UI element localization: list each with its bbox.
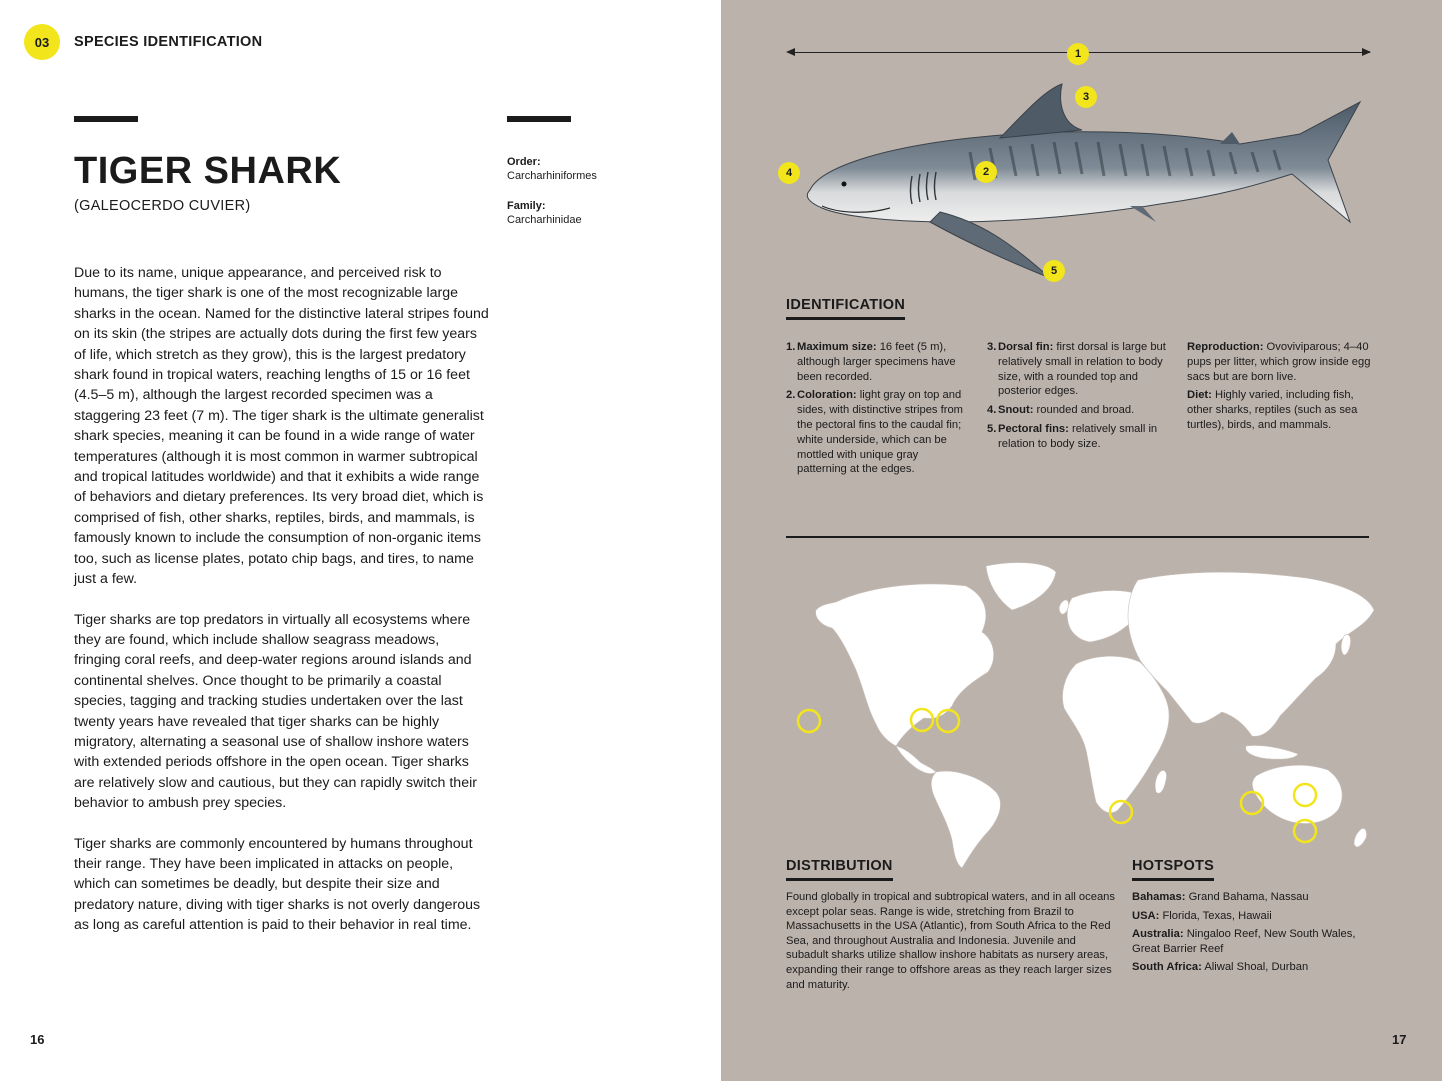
chapter-number-badge: 03 bbox=[24, 24, 60, 60]
diet-text bbox=[1187, 388, 1372, 432]
marker-1: 1 bbox=[1067, 43, 1089, 65]
family-label: Family: bbox=[507, 200, 546, 212]
marker-5: 5 bbox=[1043, 260, 1065, 282]
identification-item bbox=[786, 340, 966, 384]
hotspot-florida-bahamas bbox=[937, 710, 959, 732]
hotspots-list bbox=[1132, 890, 1357, 979]
body-paragraph-2: Tiger sharks are top predators in virtually all ecosystems where they are found, which include shallow seagrass meadows, fringing coral reefs, and deep-water regions around islands and continental shelves. Once thought to be primarily a coastal species, tagging and tracking studies undertaken over the last twenty years have revealed that tiger sharks can be highly migratory, alternating a seasonal use of shallow inshore waters with extended periods offshore in the open ocean. Tiger sharks are relatively slow and cautious, but they can rapidly switch their behavior to ambush prey species. bbox=[74, 611, 477, 812]
item-label: Coloration: bbox=[797, 389, 857, 402]
hotspot-value: Aliwal Shoal, Durban bbox=[1201, 961, 1309, 974]
hotspot-markers bbox=[798, 709, 1316, 842]
hotspot-ningaloo bbox=[1241, 792, 1263, 814]
hotspot-hawaii bbox=[798, 710, 820, 732]
item-text: relatively small in relation to body size. bbox=[998, 422, 1158, 450]
body-paragraph-1: Due to its name, unique appearance, and perceived risk to humans, the tiger shark is one of the most recognizable large sharks in the ocean. Named for the distinctive lateral stripes found on its skin (the stripes are actually dots during the first few years of life, which stretch as they grow), this is the largest predatory shark found in tropical waters, reaching lengths of 15 or 16 feet (4.5–5 m), although the largest recorded specimen was a staggering 23 feet (7 m). The tiger shark is the ultimate generalist shark species, meaning it can be found in a wide range of water temperatures (although it is most common in warmer subtropical and tropical latitudes worldwide) and that it exhibits a wide range of behaviors and dietary preferences. Its very broad diet, which is comprised of fish, other sharks, reptiles, birds, and mammals, is famously known to include the consumption of non-organic items too, such as license plates, potato chip bags, and tires, to name just a few. bbox=[74, 265, 489, 588]
identification-column-3 bbox=[1187, 340, 1372, 437]
order-value: Carcharhiniformes bbox=[507, 170, 597, 182]
hotspot-label: South Africa: bbox=[1132, 961, 1202, 974]
hotspot-row bbox=[1132, 909, 1357, 924]
diet-value: Highly varied, including fish, other sharks, reptiles (such as sea turtles), birds, and mammals. bbox=[1187, 389, 1358, 431]
marker-2: 2 bbox=[975, 161, 997, 183]
species-latin-name: (GALEOCERDO CUVIER) bbox=[74, 198, 251, 214]
arrow-right-icon bbox=[1362, 48, 1371, 56]
taxonomy-rule bbox=[507, 116, 571, 122]
item-label: Maximum size: bbox=[797, 341, 877, 353]
identification-item bbox=[987, 340, 1169, 399]
item-number: 4. bbox=[987, 404, 997, 417]
taxonomy-family bbox=[507, 199, 582, 227]
species-title: TIGER SHARK bbox=[74, 150, 342, 192]
item-text: light gray on top and sides, with distinctive stripes from the pectoral fins to the caudal fin; white underside, which can be mottled with unique gray patterning at the edges. bbox=[797, 389, 963, 476]
section-divider bbox=[786, 536, 1369, 538]
hotspot-label: USA: bbox=[1132, 909, 1160, 922]
family-value: Carcharhinidae bbox=[507, 214, 582, 226]
hotspots-heading: HOTSPOTS bbox=[1132, 858, 1214, 881]
distribution-text: Found globally in tropical and subtropical waters, and in all oceans except polar seas. Range is wide, stretching from Brazil to Massachusetts in the USA (Atlantic), from South Africa to the Red Sea, and throughout Australia and Indonesia. Juvenile and subadult sharks utilize shallow inshore habitats as nursery areas, expanding their range to offshore areas as they reach larger sizes and maturity. bbox=[786, 891, 1115, 991]
identification-item bbox=[786, 388, 966, 477]
item-number: 5. bbox=[987, 422, 997, 435]
identification-column-2 bbox=[987, 340, 1169, 456]
world-map bbox=[776, 540, 1392, 870]
page-number-left: 16 bbox=[30, 1032, 45, 1047]
marker-3: 3 bbox=[1075, 86, 1097, 108]
item-text: 16 feet (5 m), although larger specimens have been recorded. bbox=[797, 341, 956, 383]
item-text: first dorsal is large but relatively small in relation to body size, with a rounded top and posterior edges. bbox=[998, 341, 1166, 398]
arrow-left-icon bbox=[786, 48, 795, 56]
marker-4: 4 bbox=[778, 162, 800, 184]
identification-column-1 bbox=[786, 340, 966, 481]
identification-heading: IDENTIFICATION bbox=[786, 297, 905, 320]
item-label: Dorsal fin: bbox=[998, 341, 1054, 353]
body-text bbox=[74, 263, 489, 956]
body-paragraph-3: Tiger sharks are commonly encountered by humans throughout their range. They have been implicated in attacks on people, which can sometimes be deadly, but despite their size and predatory nature, diving with tiger sharks is not overly dangerous as long as careful attention is paid to their behavior in real time. bbox=[74, 835, 481, 934]
hotspot-value: Grand Bahama, Nassau bbox=[1185, 891, 1309, 903]
hotspot-row bbox=[1132, 927, 1357, 956]
identification-item bbox=[987, 403, 1169, 418]
distribution-heading: DISTRIBUTION bbox=[786, 858, 893, 881]
order-label: Order: bbox=[507, 156, 541, 168]
hotspot-label: Bahamas: bbox=[1132, 891, 1186, 903]
hotspot-row bbox=[1132, 890, 1357, 905]
diet-label: Diet: bbox=[1187, 389, 1212, 402]
identification-item bbox=[987, 422, 1169, 452]
hotspot-row bbox=[1132, 960, 1357, 975]
page-number-right: 17 bbox=[1392, 1032, 1407, 1047]
hotspot-label: Australia: bbox=[1132, 928, 1184, 941]
reproduction-text bbox=[1187, 340, 1372, 384]
item-number: 3. bbox=[987, 341, 997, 353]
item-number: 2. bbox=[786, 389, 796, 402]
chapter-title: SPECIES IDENTIFICATION bbox=[74, 34, 263, 50]
item-number: 1. bbox=[786, 341, 796, 353]
item-label: Pectoral fins: bbox=[998, 422, 1069, 435]
taxonomy-order bbox=[507, 155, 597, 183]
item-text: rounded and broad. bbox=[1033, 404, 1135, 417]
hotspot-value: Ningaloo Reef, New South Wales, Great Barrier Reef bbox=[1132, 928, 1356, 955]
reproduction-value: Ovoviviparous; 4–40 pups per litter, which grow inside egg sacs but are born live. bbox=[1187, 341, 1371, 383]
reproduction-label: Reproduction: bbox=[1187, 341, 1264, 353]
hotspot-value: Florida, Texas, Hawaii bbox=[1159, 909, 1272, 922]
item-label: Snout: bbox=[998, 404, 1034, 417]
title-rule bbox=[74, 116, 138, 122]
